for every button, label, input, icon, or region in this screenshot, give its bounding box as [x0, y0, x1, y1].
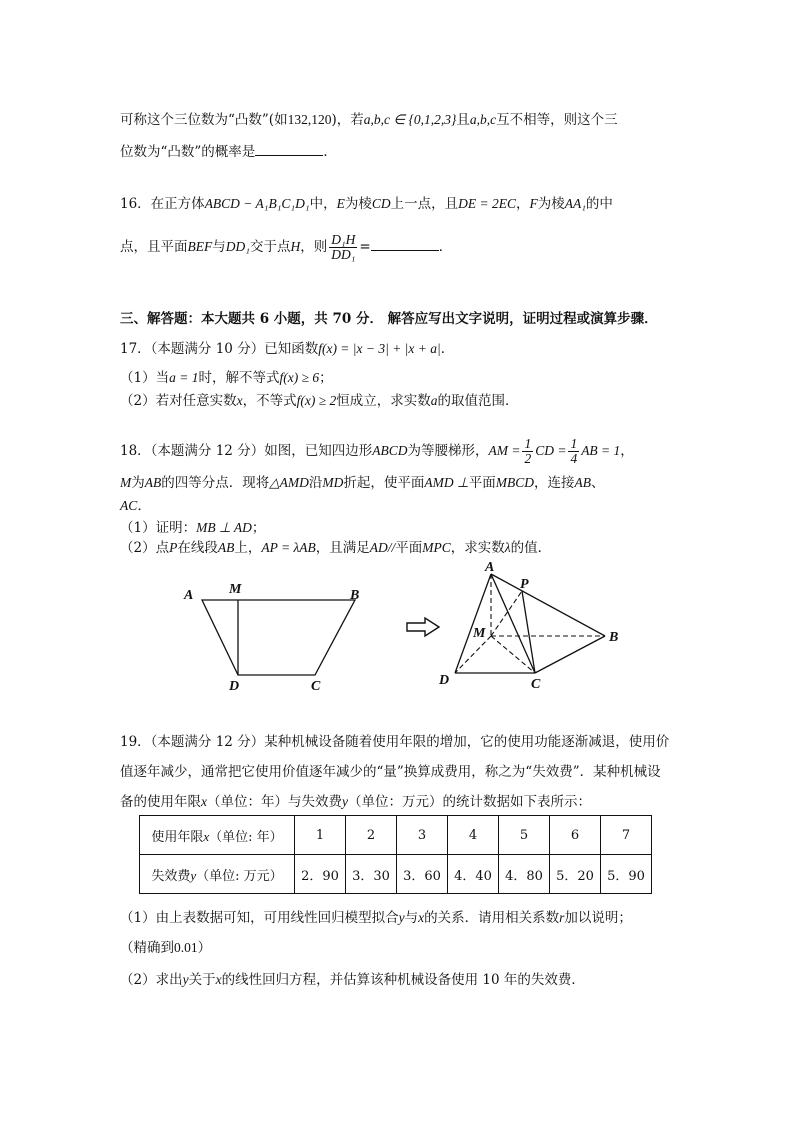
q18-part-2: [120, 536, 551, 556]
fraction-half: [522, 437, 533, 466]
table-cell: 1: [295, 816, 346, 855]
q18-part-1: [120, 516, 265, 536]
text: （单位: 年）: [209, 829, 283, 845]
q17-line-1: 17．（本题满分 10 分）已知函数f(x) = |x − 3| + |x + a|．: [120, 341, 455, 357]
set-expr: a,b,c ∈ {0,1,2,3}: [363, 112, 457, 127]
example: 132,120: [287, 112, 332, 127]
text: 时，解不等式: [198, 370, 280, 386]
text: ，则: [300, 239, 328, 256]
table-cell: 2．90: [295, 855, 346, 894]
inequality: f(x) ≥ 6: [279, 370, 320, 385]
text: 上，: [234, 540, 262, 556]
text: 可称这个三位数为“凸数”(如: [120, 112, 288, 128]
function-expr: f(x) = |x − 3| + |x + a|: [318, 341, 441, 356]
section-three-title: 三、解答题：本大题共 6 小题，共 70 分． 解答应写出文字说明，证明过程或演算步骤．: [120, 311, 658, 327]
text: 的线性回归方程，并估算该种机械设备使用 10 年的失效费．: [221, 972, 585, 988]
text: 平面: [468, 475, 496, 491]
label-d: D: [229, 679, 240, 694]
pyramid-figure: [435, 558, 635, 698]
text: 18．（本题满分 12 分）如图，已知四边形: [120, 443, 373, 460]
statistics-table: [139, 815, 652, 894]
denominator: 4: [570, 451, 578, 467]
text: ，求实数: [450, 540, 505, 556]
text: 恒成立，求实数: [336, 393, 431, 409]
table-row: [140, 855, 652, 894]
text: 与: [212, 239, 226, 256]
numerator: D₁H: [331, 232, 356, 247]
edge-md-hidden: [455, 636, 491, 673]
row-header-years: [140, 816, 295, 855]
cube-name: ABCD − A₁B₁C₁D₁: [204, 196, 310, 211]
vars: a,b,c: [469, 112, 497, 127]
edge-ad: [455, 574, 491, 673]
edge-dd1: DD₁: [225, 239, 250, 255]
denominator: DD₁: [331, 247, 356, 263]
text: 的中: [585, 196, 613, 212]
plane-mpc: MPC: [422, 540, 451, 555]
text: （1）证明：: [120, 520, 197, 536]
q19-line-3: [120, 790, 591, 810]
table-cell: 5．20: [550, 855, 601, 894]
trapezoid-shape: [202, 600, 355, 675]
trapezoid-figure: [180, 575, 370, 695]
text: 点，且平面: [120, 239, 188, 256]
text: 加以说明；: [564, 910, 632, 926]
text: （精确到: [120, 940, 174, 956]
text: ，且满足: [315, 540, 370, 556]
text: ；: [319, 370, 333, 386]
equals: =: [359, 239, 371, 256]
parallel-expr: AD//: [369, 540, 396, 555]
edge-cd: CD: [371, 196, 391, 211]
text: ，不等式: [242, 393, 297, 409]
q16-line-2: 点，且平面BEF与DD₁交于点H，则 $\frac{\text{D₁H}}{\text{DD₁}}$ = ．: [120, 232, 453, 263]
var-y: y: [398, 910, 405, 925]
text: 的关系．请用相关系数: [424, 910, 560, 926]
table-cell: 3．30: [346, 855, 397, 894]
var-x: x: [215, 972, 222, 987]
edge-aa1: AA₁: [564, 196, 586, 211]
perp-expr: MB ⊥ AD: [196, 520, 252, 535]
text: 中，: [309, 196, 337, 212]
label-b: B: [609, 630, 619, 645]
var-x: x: [236, 393, 243, 408]
label-p: P: [520, 577, 529, 592]
table-cell: 5: [499, 816, 550, 855]
am-expr: AM =: [488, 443, 521, 459]
edge-mp-hidden: [491, 591, 522, 636]
text: 使用年限: [151, 829, 204, 845]
table-cell: 7: [601, 816, 652, 855]
answer-blank[interactable]: [371, 249, 439, 251]
segment-ab: AB: [574, 475, 592, 490]
triangle: △AMD: [269, 475, 309, 490]
text: 互不相等，则这个三: [496, 112, 618, 128]
text: 折起，使平面: [343, 475, 425, 491]
var-x: x: [203, 828, 210, 844]
table-cell: 4．80: [499, 855, 550, 894]
q19-part-1: [120, 906, 632, 926]
text: （1）当: [120, 370, 170, 386]
text: 且: [456, 112, 470, 128]
text: 、: [591, 475, 605, 491]
text: 位数为“凸数”的概率是: [120, 144, 256, 160]
text: 17．（本题满分 10 分）已知函数: [120, 341, 319, 357]
table-cell: 6: [550, 816, 601, 855]
text: 的取值范围．: [437, 393, 519, 409]
label-m: M: [229, 582, 242, 597]
label-b: B: [350, 588, 360, 603]
table-cell: 2: [346, 816, 397, 855]
row-header-costs: [140, 855, 295, 894]
quad-name: ABCD: [372, 443, 408, 459]
var-a: a: [430, 393, 438, 408]
text: （单位: 万元）: [196, 868, 283, 884]
label-c: C: [311, 679, 321, 694]
point-h: H: [290, 239, 301, 255]
ab-expr: AB = 1: [581, 443, 621, 459]
plane-mbcd: MBCD: [495, 475, 535, 490]
q19-part-1-cont: [120, 936, 211, 956]
text: 备的使用年限: [120, 794, 201, 810]
text: 的四等分点．现将: [161, 475, 270, 491]
point-e: E: [336, 196, 345, 211]
q19-line-1: 19．（本题满分 12 分）某种机械设备随着使用年限的增加，它的使用功能逐渐减退，使用价: [120, 734, 670, 750]
segment-ab: AB: [217, 540, 235, 555]
text: （2）求出: [120, 972, 183, 988]
text: （2）若对任意实数: [120, 393, 237, 409]
text: 为等腰梯形，: [407, 443, 489, 460]
q19-line-2: 值逐年减少，通常把它使用价值逐年减少的“量”换算成费用，称之为“失效费”．某种机械设: [120, 764, 661, 780]
text: 失效费: [151, 868, 191, 884]
label-d: D: [439, 673, 450, 688]
ratio-fraction: [329, 233, 357, 262]
text: 的值．: [510, 540, 552, 556]
text: 交于点: [249, 239, 291, 256]
var-r: r: [559, 910, 565, 925]
point-m: M: [120, 475, 132, 490]
inequality: f(x) ≥ 2: [296, 393, 337, 408]
table-row: [140, 816, 652, 855]
table-cell: 3．60: [397, 855, 448, 894]
q17-part-2: [120, 389, 519, 409]
text: 与: [404, 910, 419, 926]
answer-blank[interactable]: [255, 154, 323, 156]
text: 平面: [395, 540, 423, 556]
text: 在线段: [177, 540, 218, 556]
q18-line-2: [120, 471, 605, 491]
text: （单位：万元）的统计数据如下表所示：: [348, 794, 591, 810]
table-cell: 4: [448, 816, 499, 855]
text: ）: [197, 940, 212, 956]
segment-ab: AB: [144, 475, 162, 490]
segment-md: MD: [322, 475, 344, 490]
lambda: λ: [504, 540, 511, 555]
var-x: x: [418, 910, 425, 925]
text: ；: [251, 520, 266, 536]
precision: 0.01: [174, 940, 198, 955]
label-a: A: [184, 588, 194, 603]
text: )，若: [331, 112, 364, 128]
text: （1）由上表数据可知，可用线性回归模型拟合: [120, 910, 399, 926]
condition: a = 1: [169, 370, 199, 385]
point-f: F: [529, 196, 538, 211]
text: 为棱: [344, 196, 372, 212]
edge-pc: [522, 591, 535, 673]
var-x: x: [201, 794, 207, 809]
edge-mc-hidden: [491, 636, 535, 673]
label-a: A: [485, 560, 495, 575]
ap-expr: AP = λAB: [261, 540, 316, 555]
segment-ac: AC．: [120, 498, 151, 513]
edge-cb: [535, 636, 605, 673]
text: ，: [515, 196, 530, 212]
fraction-quarter: [568, 437, 579, 466]
plane-amd: AMD ⊥: [424, 475, 469, 490]
plane-bef: BEF: [187, 239, 213, 255]
text: 为棱: [537, 196, 565, 212]
label-m: M: [473, 626, 486, 641]
text: 上一点，且: [390, 196, 459, 212]
table-cell: 3: [397, 816, 448, 855]
point-p: P: [169, 540, 178, 555]
text: （2）点: [120, 540, 170, 556]
edge-ab: [491, 574, 605, 636]
text: ，连接: [534, 475, 575, 491]
var-y: y: [182, 972, 189, 987]
q15-line-1: [120, 108, 618, 128]
denominator: 2: [524, 451, 532, 467]
numerator: 1: [570, 436, 578, 451]
var-y: y: [342, 794, 348, 809]
q15-line-2: 位数为“凸数”的概率是 ．: [120, 144, 337, 160]
text: （单位：年）与失效费: [207, 794, 342, 810]
table-cell: 4．40: [448, 855, 499, 894]
text: 16．在正方体: [120, 196, 205, 212]
q16-line-1: [120, 192, 613, 212]
text: 沿: [308, 475, 323, 491]
text: 为: [131, 475, 145, 491]
table-cell: 5．90: [601, 855, 652, 894]
text: 关于: [188, 972, 216, 988]
numerator: 1: [524, 436, 532, 451]
cd-expr: CD =: [535, 443, 567, 459]
q19-part-2: [120, 968, 585, 988]
q18-line-3: [120, 494, 151, 514]
q18-line-1: 18．（本题满分 12 分）如图，已知四边形ABCD为等腰梯形，AM = $\frac{1}{2}$ CD = $\frac{1}{4}$ AB = 1，: [120, 436, 634, 467]
var-y: y: [190, 867, 197, 883]
ratio: DE = 2EC: [458, 196, 516, 211]
label-c: C: [531, 677, 541, 692]
q17-part-1: [120, 366, 333, 386]
